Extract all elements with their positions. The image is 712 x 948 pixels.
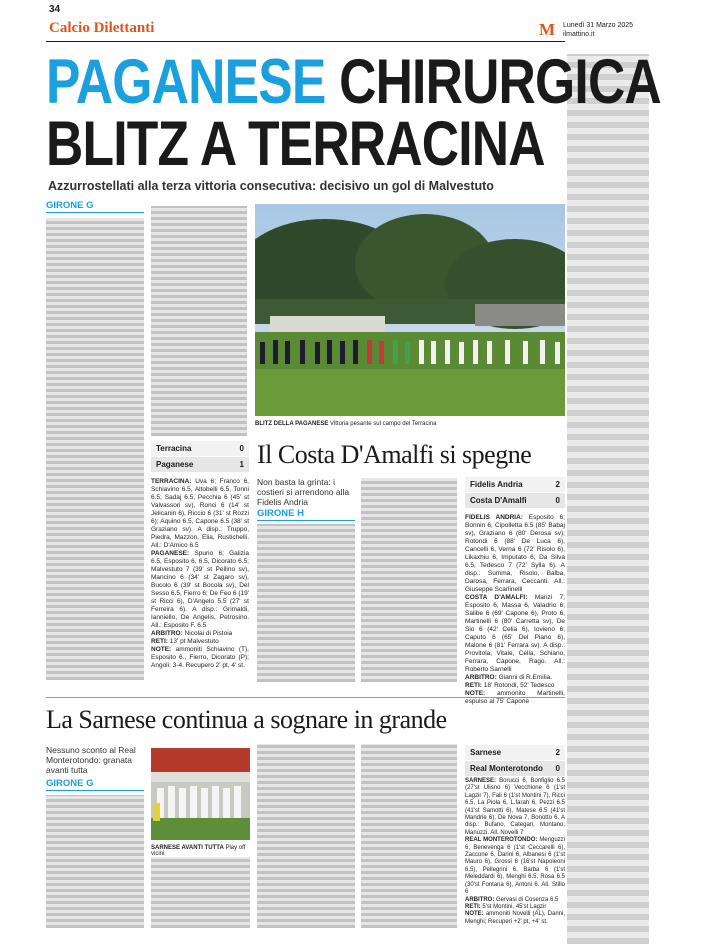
- tabellino-text: Uva 6; Franco 6, Schiavino 6.5, Altobelli 6.5, Tonni 6.5; Sadaj 6.5, Pecchia 6 (45' st Valvassori sv), Ronci 6 (14' st Jelicanin 6), Riccio 6 (31' st Rozzi 6); Aquino 6.5, Capone 6.5 (38' st Graziano sv). A disp.: Truppo, Piedra, Mazzon, Elia, Rustichelli. All.: D'Amico 6.5: [151, 478, 249, 549]
- section-divider: [46, 697, 565, 698]
- tabellino-text: Nicolai di Pistoia: [184, 630, 233, 637]
- section-title: Calcio Dilettanti: [49, 20, 155, 36]
- third-caption-label: SARNESE AVANTI TUTTA: [151, 845, 224, 851]
- newspaper-logo: M: [539, 20, 556, 39]
- third-body-col3: [257, 744, 355, 928]
- tabellino-text: Spurio 6; Galizia 6.5, Esposito 6, 6.5, Dicorato 6.5; Malvestuto 7 (39' st Pellino sv), Mancino 6 (34' st Zagaro sv), Bucolo 6 (39' st Bocola sv), Del Sesso 6.5, Fierro 6; De Feo 6 (19' st Ricci 6), D'Angelo 5.5 (27' st Ferreira 6). A disp.: Grimaldi, Ianniello, De Angelis, Petrosino. All.: Esposito F. 6.5: [151, 550, 249, 629]
- lead-tabellino: [151, 478, 249, 670]
- tabellino-label: FIDELIS ANDRIA:: [465, 514, 523, 521]
- third-score-table: [465, 745, 565, 777]
- second-kicker: Non basta la grinta: i costieri si arrendono alla Fidelis Andria: [257, 477, 350, 507]
- tabellino-label: ARBITRO:: [465, 896, 495, 903]
- sidebar-ad-blurred: [567, 54, 649, 944]
- score-goals: 0: [555, 764, 560, 773]
- score-team: Costa D'Amalfi: [470, 496, 527, 505]
- lead-headline-line2: BLITZ A TERRACINA: [46, 109, 545, 179]
- score-goals: 0: [555, 496, 560, 505]
- third-photo-image: [151, 748, 250, 840]
- page-number: 34: [49, 4, 61, 15]
- tabellino-label: RETI:: [465, 682, 482, 689]
- tabellino-label: RETI:: [151, 638, 168, 645]
- score-team: Terracina: [156, 444, 192, 453]
- second-body-col1: [257, 524, 355, 682]
- third-tabellino: [465, 778, 565, 926]
- tabellino-label: SARNESE:: [465, 778, 497, 784]
- score-team: Real Monterotondo: [470, 764, 543, 773]
- tabellino-text: 18' Rotondi, 52' Tedesco: [483, 682, 555, 689]
- third-body-col4: [361, 744, 457, 928]
- score-row-away: [465, 761, 565, 777]
- lead-body-col1: [46, 218, 144, 680]
- header-divider: [46, 41, 565, 42]
- lead-girone-label: GIRONE G: [46, 200, 144, 213]
- lead-headline-line1: [46, 47, 661, 117]
- third-body-col1: [46, 795, 144, 928]
- third-headline: La Sarnese continua a sognare in grande: [46, 705, 447, 734]
- score-row-away: [465, 493, 565, 509]
- tabellino-label: ARBITRO:: [465, 674, 497, 681]
- tabellino-text: 13' pt Malvestuto: [169, 638, 219, 645]
- score-row-home: [465, 745, 565, 761]
- second-headline: Il Costa D'Amalfi si spegne: [257, 440, 532, 469]
- tabellino-text: 5'st Montini, 45'st Lagzir: [482, 903, 547, 910]
- lead-score-table: [151, 441, 249, 473]
- score-row-home: [151, 441, 249, 457]
- tabellino-text: Gervasi di Cosenza 6.5: [496, 896, 559, 903]
- score-team: Sarnese: [470, 748, 502, 757]
- third-kicker: Nessuno sconto al Real Monterotondo: granata avanti tutta: [46, 745, 136, 775]
- score-row-away: [151, 457, 249, 473]
- tabellino-label: NOTE:: [465, 911, 484, 918]
- lead-photo-image: [255, 204, 565, 416]
- score-goals: 2: [555, 480, 560, 489]
- third-girone-label: GIRONE G: [46, 778, 144, 791]
- lead-caption-label: BLITZ DELLA PAGANESE: [255, 421, 329, 427]
- tabellino-label: RETI:: [465, 903, 481, 910]
- score-team: Fidelis Andria: [470, 480, 523, 489]
- third-caption-text: Play off vicini: [151, 845, 246, 857]
- tabellino-text: Borucci 6, Bonfiglio 6.5 (27'st Ulisno 6) Vecchione 6 (1'st Lagzir 7), Fali 6 (1'st Montini 7), Ricci 6.5, La Piola 6, L.farah 6, Pezzi 6.5 (41'st Samotti 6), Matese 6.5 (41'st Mandrie 6), De Nova 7, Bonotto 6. A disp.: Bufano, Categari, Montano, Manuzzi. All. Novelli 7: [465, 778, 565, 836]
- tabellino-label: COSTA D'AMALFI:: [465, 594, 528, 601]
- issue-date: Lunedì 31 Marzo 2025: [563, 22, 634, 29]
- dateline: [563, 21, 633, 39]
- score-team: Paganese: [156, 460, 194, 469]
- tabellino-label: ARBITRO:: [151, 630, 183, 637]
- third-body-col2: [151, 857, 250, 928]
- lead-headline-highlight: PAGANESE: [46, 47, 326, 117]
- third-photo: [151, 748, 250, 840]
- tabellino-label: REAL MONTEROTONDO:: [465, 837, 538, 844]
- lead-subhead: Azzurrostellati alla terza vittoria consecutiva: decisivo un gol di Malvestuto: [48, 179, 494, 193]
- tabellino-text: Menguzzi 6, Benevenga 6 (1'st Ceccarelli 6), Zaccone 6, Darini 6, Albanesi 6 (1'st Mauro 6), Grossi 6 (16'st Napoleoni 6.5), Pellegrini 6, Barba 6 (1'st Meleddardi 6), Menghi 6.5, Rosa 6.5 (30'st Fontana 6), Antoni 6. All. Stillo 6: [465, 837, 565, 896]
- tabellino-label: TERRACINA:: [151, 478, 192, 485]
- third-photo-caption: [151, 845, 250, 857]
- lead-body-col2: [151, 206, 247, 436]
- score-goals: 0: [239, 444, 244, 453]
- tabellino-text: ammoniti Novelli (AL), Darini, Menghi; Recuperi +2' pt, +4' st.: [465, 911, 566, 925]
- second-girone-label: GIRONE H: [257, 508, 355, 521]
- tabellino-text: Gianni di R.Emilia.: [498, 674, 553, 681]
- tabellino-text: ammonito Martinelli, espulso al 75' Capone: [465, 690, 565, 705]
- second-score-table: [465, 477, 565, 509]
- tabellino-text: Manzi 7; Esposito 6, Massa 6, Valadrio 6; Salibe 6 (69' Capone 6), Proto 6, Martinelli 6 (80' Carretta sv), De Sio 6 (42' Celia 6), Iovieno 6; Caputo 6 (65' Del Piano 6), Malone 6 (81' Ferrara sv). A disp.: Provitola, Vitale, Cella, Schiano, Ferrara, Capone, Rago. All.: Roberto Sarnelli: [465, 594, 565, 673]
- score-row-home: [465, 477, 565, 493]
- second-tabellino: [465, 514, 565, 706]
- lead-headline-rest: CHIRURGICA: [325, 47, 661, 117]
- lead-caption-text: Vittoria pesante sul campo del Terracina: [330, 421, 437, 427]
- lead-photo-caption: [255, 421, 565, 427]
- second-body-col2: [361, 478, 457, 682]
- tabellino-text: ammoniti Schiavino (T), Esposito 6., Fierro, Dicorato (P); Angoli: 3-4. Recupero 2' pt, 4' st.: [151, 646, 249, 669]
- tabellino-label: NOTE:: [465, 690, 486, 697]
- lead-photo: [255, 204, 565, 416]
- score-goals: 1: [239, 460, 244, 469]
- score-goals: 2: [555, 748, 560, 757]
- tabellino-label: PAGANESE:: [151, 550, 190, 557]
- tabellino-label: NOTE:: [151, 646, 172, 653]
- site-name: ilmattino.it: [563, 31, 595, 38]
- tabellino-text: Esposito 6; Bonnin 6, Cipolletta 6.5 (85' Babaj sv), Graziano 6 (80' Derosa sv); Rotondi 6 (88' De Luca 6), Cancelli 6, Verna 6 (72' Risolo 6), Likaxhiu 6, Imputato 6; Da Silva 6.5, Tedesco 7 (72' Sylla 6). A disp.: Summa, Risolo, Balba, Darosa, Ferrara, Ceccanti. All.: Giuseppe Scarlinelli: [465, 514, 565, 593]
